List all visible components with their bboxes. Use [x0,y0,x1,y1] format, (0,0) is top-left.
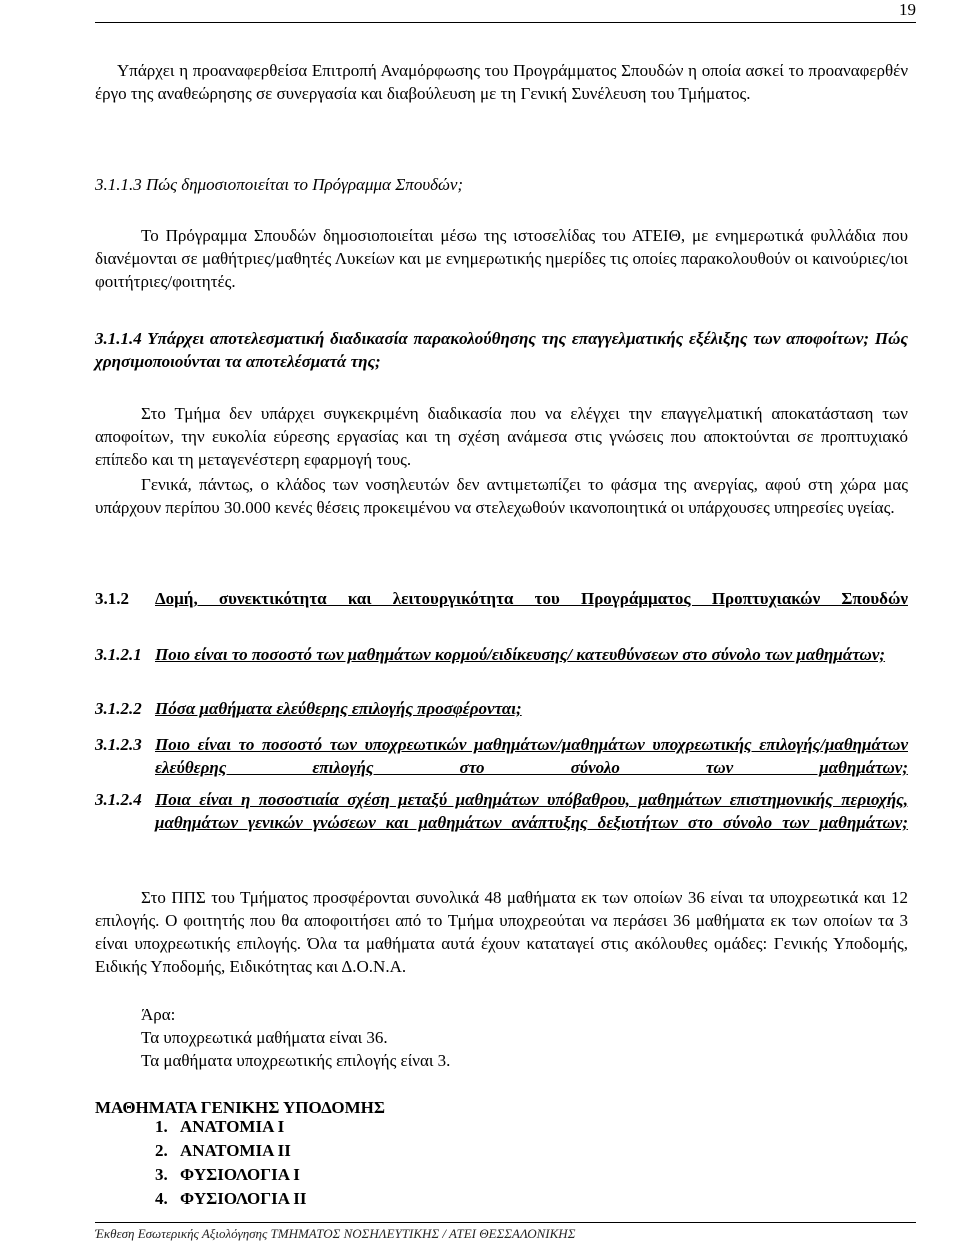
question-3-1-2-2 [95,697,908,720]
list-item [155,1163,307,1187]
item-name: ΦΥΣΙΟΛΟΓΙΑ ΙΙ [180,1189,307,1208]
item-number: 4. [155,1189,168,1208]
item-number: 2. [155,1141,168,1160]
paragraph-3-1-1-3: Το Πρόγραμμα Σπουδών δημοσιοποιείται μέσω της ιστοσελίδας του ΑΤΕΙΘ, με ενημερωτικά φυλλάδια που διανέμονται σε μαθήτριες/μαθητές Λυκείων και με ενημερωτικής ημερίδες τις οποίες παρακολουθούν οι καινούριες/ιοι φοιτήτριες/φοιτητές. [95,226,908,291]
courses-list [155,1115,307,1211]
question-number: 3.1.2.3 [95,735,142,754]
item-name: ΦΥΣΙΟΛΟΓΙΑ Ι [180,1165,300,1184]
question-3-1-2-4 [95,788,908,834]
answer-paragraph: Στο ΠΠΣ του Τμήματος προσφέρονται συνολικά 48 μαθήματα εκ των οποίων 36 είναι τα υποχρεωτικά και 12 επιλογής. Ο φοιτητής που θα αποφοιτήσει από το Τμήμα υποχρεούται να περάσει 36 μαθήματα εκ των οποίων τα 3 είναι υποχρεωτικής επιλογής. Όλα τα μαθήματα αυτά έχουν καταταγεί στις ακόλουθες ομάδες: Γενικής Υποδομής, Ειδικής Υποδομής, Ειδικότητας και Δ.Ο.Ν.Α. [95,888,908,976]
section-3-1-2 [95,587,908,610]
answer-ara: Άρα: [141,1005,176,1024]
item-name: ΑΝΑΤΟΜΙΑ Ι [180,1117,285,1136]
question-number: 3.1.2.1 [95,645,142,664]
intro-paragraph: Υπάρχει η προαναφερθείσα Επιτροπή Αναμόρφωσης του Προγράμματος Σπουδών η οποία ασκεί το προαναφερθέν έργο της αναθεώρησης σε συνεργασία και διαβούλευση με τη Γενική Συνέλευση του Τμήματος. [95,61,908,103]
header-rule [95,22,916,23]
page-footer: Έκθεση Εσωτερικής Αξιολόγησης ΤΜΗΜΑΤΟΣ ΝΟΣΗΛΕΥΤΙΚΗΣ / ΑΤΕΙ ΘΕΣΣΑΛΟΝΙΚΗΣ [95,1226,576,1241]
list-item [155,1139,307,1163]
heading-3-1-1-3: 3.1.1.3 Πώς δημοσιοποιείται το Πρόγραμμα Σπουδών; [95,175,464,194]
question-3-1-2-3 [95,733,908,779]
item-number: 3. [155,1165,168,1184]
question-title: Ποιο είναι το ποσοστό των υποχρεωτικών μαθημάτων/μαθημάτων υποχρεωτικής επιλογής/μαθημάτων ελεύθερης επιλογής στο σύνολο των μαθημάτων; [155,735,908,777]
list-item [155,1187,307,1211]
question-number: 3.1.2.2 [95,699,142,718]
question-number: 3.1.2.4 [95,790,142,809]
courses-heading: ΜΑΘΗΜΑΤΑ ΓΕΝΙΚΗΣ ΥΠΟΔΟΜΗΣ [95,1098,385,1117]
item-number: 1. [155,1117,168,1136]
section-number: 3.1.2 [95,589,129,608]
section-title: Δομή, συνεκτικότητα και λειτουργικότητα του Προγράμματος Προπτυχιακών Σπουδών [155,589,908,608]
item-name: ΑΝΑΤΟΜΙΑ ΙΙ [180,1141,291,1160]
question-title: Ποια είναι η ποσοστιαία σχέση μεταξύ μαθημάτων υπόβαθρου, μαθημάτων επιστημονικής περιοχής, μαθημάτων γενικών γνώσεων και μαθημάτων ανάπτυξης δεξιοτήτων στο σύνολο των μαθημάτων; [155,790,908,832]
list-item [155,1115,307,1139]
question-title: Ποιο είναι το ποσοστό των μαθημάτων κορμού/ειδίκευσης/ κατευθύνσεων στο σύνολο των μαθημάτων; [155,645,886,664]
paragraph-3-1-1-4-b: Γενικά, πάντως, ο κλάδος των νοσηλευτών δεν αντιμετωπίζει το φάσμα της ανεργίας, αφού στη χώρα μας υπάρχουν περίπου 30.000 κενές θέσεις προκειμένου να στελεχωθούν ικανοποιητικά οι υπάρχουσες υπηρεσίες υγείας. [95,475,908,517]
paragraph-3-1-1-4-a: Στο Τμήμα δεν υπάρχει συγκεκριμένη διαδικασία που να ελέγχει την επαγγελματική αποκατάσταση των αποφοίτων, την ευκολία εύρεσης εργασίας και τη σχέση ανάμεσα στις γνώσεις που αποκτούνται σε προπτυχιακό επίπεδο και τη μεταγενέστερη εφαρμογή τους. [95,404,908,469]
answer-line-1: Τα υποχρεωτικά μαθήματα είναι 36. [141,1028,388,1047]
question-3-1-2-1 [95,643,908,666]
question-title: Πόσα μαθήματα ελεύθερης επιλογής προσφέρονται; [155,699,522,718]
heading-3-1-1-4: 3.1.1.4 Υπάρχει αποτελεσματική διαδικασία παρακολούθησης της επαγγελματικής εξέλιξης των αποφοίτων; Πώς χρησιμοποιούνται τα αποτελέσματά της; [95,329,908,371]
page-number: 19 [899,0,916,19]
footer-rule [95,1222,916,1223]
answer-line-2: Τα μαθήματα υποχρεωτικής επιλογής είναι 3. [141,1051,451,1070]
